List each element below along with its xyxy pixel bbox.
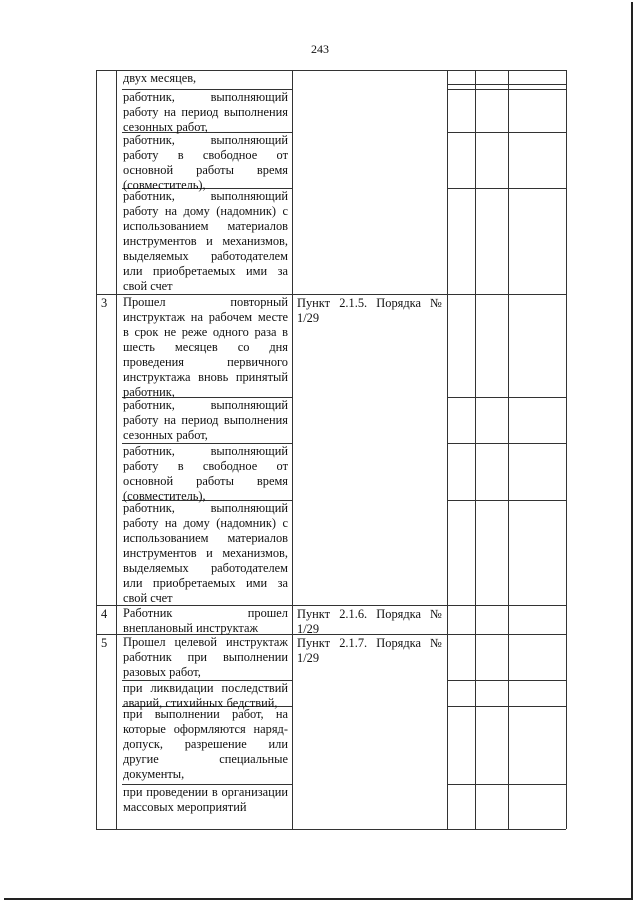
table-column-rule [96, 70, 97, 829]
table-subrow-rule [447, 443, 566, 444]
requirement-text: работник, выполняющий работу на период выполнения сезонных работ, [123, 398, 288, 442]
table-column-rule [292, 70, 293, 829]
table-subrow-rule [447, 132, 566, 133]
table-subrow-rule [447, 706, 566, 707]
table-subrow-rule [447, 397, 566, 398]
requirement-text: при выполнении работ, на которые оформляются наряд-допуск, разрешение или другие специальные документы, [123, 707, 288, 781]
requirement-text: работник, выполняющий работу на дому (надомник) с использованием материалов инструментов и механизмов, выделяемых работодателем или приобретаемых ими за свой счет [123, 501, 288, 605]
table-column-rule [566, 70, 567, 829]
table-subrow-rule [447, 89, 566, 90]
page-number: 243 [311, 42, 329, 56]
table-column-rule [116, 70, 117, 829]
table-subrow-rule [447, 784, 566, 785]
row-number: 3 [101, 296, 108, 310]
requirement-text: работник, выполняющий работу в свободное от основной работы время (совместитель), [123, 133, 288, 192]
table-column-rule [508, 70, 509, 829]
requirement-text: при ликвидации последствий аварий, стихийных бедствий, [123, 681, 288, 710]
requirement-text: Прошел целевой инструктаж работник при выполнении разовых работ, [123, 635, 288, 679]
table-subrow-rule [447, 188, 566, 189]
requirement-text: работник, выполняющий работу на период выполнения сезонных работ, [123, 90, 288, 134]
table-subrow-rule [447, 500, 566, 501]
regulation-reference: Пункт 2.1.7. Порядка № 1/29 [297, 636, 442, 665]
row-number: 5 [101, 636, 108, 650]
requirement-text: работник, выполняющий работу в свободное от основной работы время (совместитель), [123, 444, 288, 503]
requirement-text: при проведении в организации массовых мероприятий [123, 785, 288, 814]
requirement-text: Прошел повторный инструктаж на рабочем месте в срок не реже одного раза в шесть месяцев со дня проведения первичного инструктажа вновь принятый работник, [123, 295, 288, 399]
requirement-text: работник, выполняющий работу на дому (надомник) с использованием материалов инструментов и механизмов, выделяемых работодателем или приобретаемых ими за свой счет [123, 189, 288, 293]
requirement-text: Работник прошел внеплановый инструктаж [123, 606, 288, 635]
row-number: 4 [101, 607, 108, 621]
table-column-rule [475, 70, 476, 829]
regulation-reference: Пункт 2.1.6. Порядка № 1/29 [297, 607, 442, 636]
regulation-reference: Пункт 2.1.5. Порядка № 1/29 [297, 296, 442, 325]
table-bottom-rule [96, 829, 566, 830]
table-column-rule [447, 70, 448, 829]
table-subrow-rule [447, 680, 566, 681]
table-subrow-rule [447, 84, 566, 85]
page-frame [4, 2, 633, 900]
requirement-text: двух месяцев, [123, 71, 197, 85]
